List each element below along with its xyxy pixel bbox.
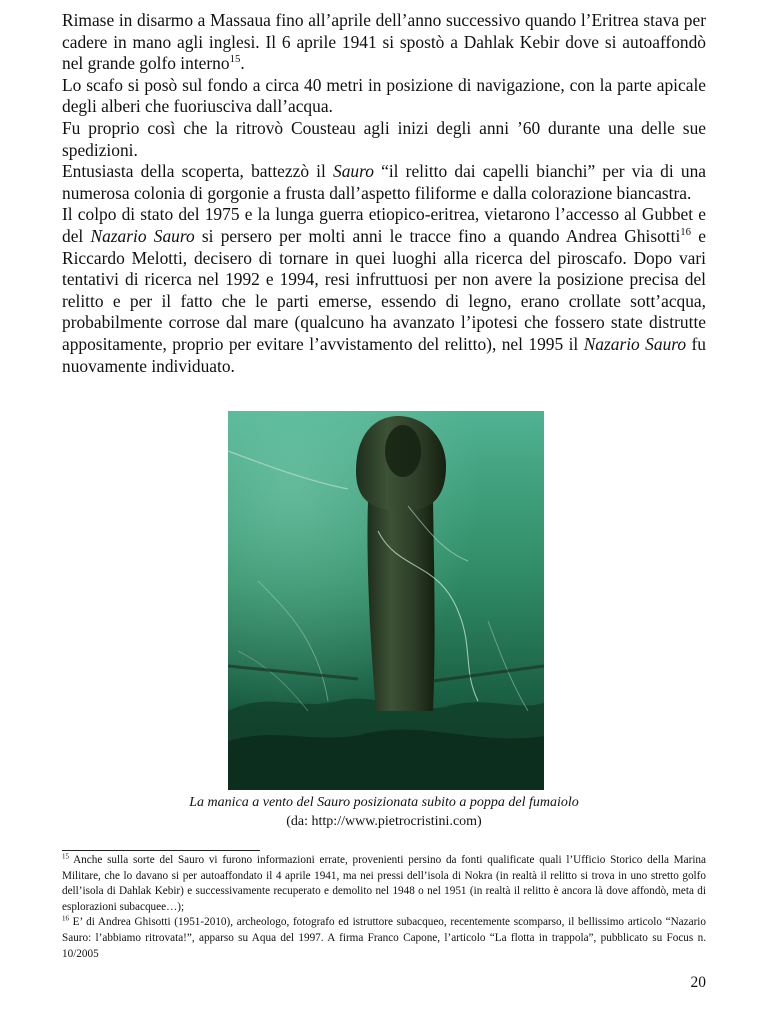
ship-name-italic: Nazario Sauro — [583, 333, 687, 354]
ship-name-italic: Nazario Sauro — [90, 225, 195, 246]
paragraph-2: Lo scafo si posò sul fondo a circa 40 metri in posizione di navigazione, con la parte apicale degli alberi che fuoriusciva dall’acqua. — [62, 74, 706, 117]
footnote-15 — [62, 853, 706, 915]
footnote-text: E’ di Andrea Ghisotti (1951-2010), archeologo, fotografo ed istruttore subacqueo, recentemente scomparso, il bellissimo articolo “Nazario Sauro: l’abbiamo ritrovata!”, apparso su Aqua del 1997. A firma Franco Capone, l’articolo “La flotta in trappola”, pubblicato su Focus n. 10/2005 — [62, 916, 706, 960]
figure-source: (da: http://www.pietrocristini.com) — [286, 814, 482, 829]
footnote-number: 16 — [62, 914, 69, 923]
paragraph-5-text-end: fu nuovamente individuato. — [62, 333, 707, 376]
paragraph-1-text: Rimase in disarmo a Massaua fino all’aprile dell’anno successivo quando l’Eritrea stava per cadere in mano agli inglesi. Il 6 aprile 1941 si spostò a Dahlak Kebir dove si autoaffondò nel grande golfo interno — [62, 10, 706, 74]
paragraph-1-end: . — [240, 53, 245, 74]
paragraph-5-text-3: e Riccardo Melotti, decisero di tornare in quei luoghi alla ricerca del piroscafo. Dopo vari tentativi di ricerca nel 1992 e 1994, resi infruttuosi per non avere la posizione precisa del relitto e per il fatto che le parti emerse, essendo di legno, erano crollate sott’acqua, probabilmente corrose dal mare (qualcuno ha avanzato l’ipotesi che fossero state distrutte appositamente, proprio per evitare l’avvistamento del relitto), nel 1995 il — [62, 225, 706, 354]
footnotes — [62, 853, 706, 962]
figure-caption: La manica a vento del Sauro posizionata subito a poppa del fumaiolo — [189, 795, 579, 810]
paragraph-5-text-2: si persero per molti anni le tracce fino a quando Andrea Ghisotti — [194, 225, 681, 246]
wreck-photo — [228, 411, 544, 790]
footnote-divider — [62, 850, 260, 851]
body-text — [62, 10, 706, 377]
footnote-number: 15 — [62, 852, 69, 861]
paragraph-4 — [62, 161, 706, 204]
paragraph-4-text-end: “il relitto dai capelli bianchi” per via di una numerosa colonia di gorgonie a frusta dall’aspetto filiforme e dalla colorazione biancastra. — [62, 161, 706, 203]
footnote-16 — [62, 915, 706, 962]
ship-name-italic: Sauro — [333, 161, 374, 182]
footnote-ref-16[interactable]: 16 — [680, 226, 692, 239]
footnote-text: Anche sulla sorte del Sauro vi furono informazioni errate, provenienti persino da fonti qualificate quali l’Ufficio Storico della Marina Militare, che lo davano si per autoaffondato il 4 aprile 1941, ma nei pressi dell’isola di Nokra (in realtà il relitto si trova in uno stretto golfo dell’isola di Dahlak Kebir) e successivamente recuperato e demolito nel 1948 o nel 1951 (in realtà il relitto è ancora là dove affondò, meta di esplorazioni subacquee…); — [62, 854, 706, 913]
paragraph-4-text: Entusiasta della scoperta, battezzò il — [62, 161, 334, 182]
paragraph-3: Fu proprio così che la ritrovò Cousteau agli inizi degli anni ’60 durante una delle sue spedizioni. — [62, 117, 706, 160]
footnote-ref-15[interactable]: 15 — [229, 53, 241, 66]
paragraph-1 — [62, 10, 706, 75]
paragraph-5-text: Il colpo di stato del 1975 e la lunga guerra etiopico-eritrea, vietarono l’accesso al Gubbet e del — [62, 204, 706, 246]
paragraph-5 — [62, 204, 706, 377]
page-number: 20 — [690, 974, 706, 991]
